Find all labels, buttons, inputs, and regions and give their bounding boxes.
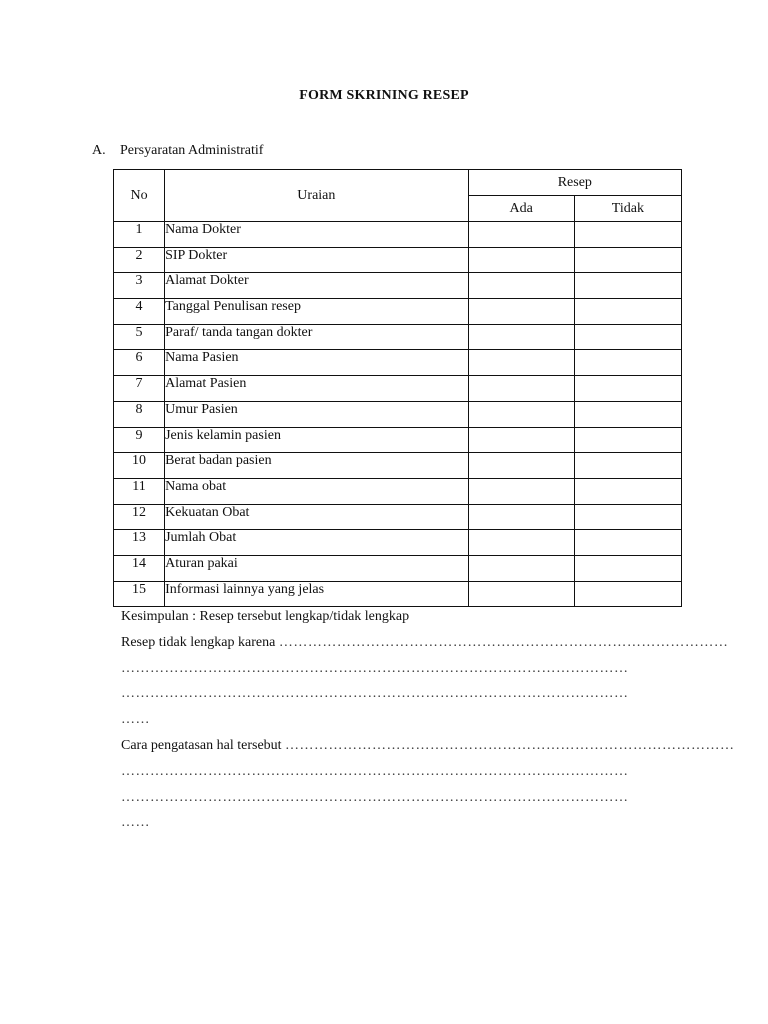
row-number: 15 [114, 581, 165, 607]
tidak-checkbox-cell[interactable] [574, 247, 681, 273]
pengatasan-dots-line-3: …………………………………………………………………………………………… [121, 789, 629, 805]
tidak-checkbox-cell[interactable] [574, 478, 681, 504]
tidak-checkbox-cell[interactable] [574, 401, 681, 427]
tidak-lengkap-dots-line-4: …… [121, 712, 150, 728]
table-body [114, 222, 682, 607]
row-number: 9 [114, 427, 165, 453]
table-row [114, 504, 682, 530]
table-row [114, 453, 682, 479]
row-number: 5 [114, 324, 165, 350]
ada-checkbox-cell[interactable] [468, 222, 574, 248]
row-number: 2 [114, 247, 165, 273]
row-uraian: Nama obat [165, 478, 469, 504]
row-number: 10 [114, 453, 165, 479]
tidak-checkbox-cell[interactable] [574, 581, 681, 607]
tidak-checkbox-cell[interactable] [574, 376, 681, 402]
row-uraian: Umur Pasien [165, 401, 469, 427]
row-number: 7 [114, 376, 165, 402]
tidak-checkbox-cell[interactable] [574, 299, 681, 325]
row-number: 8 [114, 401, 165, 427]
header-no: No [114, 170, 165, 222]
table-row [114, 273, 682, 299]
row-uraian: Berat badan pasien [165, 453, 469, 479]
row-number: 12 [114, 504, 165, 530]
table-row [114, 530, 682, 556]
row-number: 14 [114, 555, 165, 581]
row-uraian: Alamat Dokter [165, 273, 469, 299]
ada-checkbox-cell[interactable] [468, 504, 574, 530]
ada-checkbox-cell[interactable] [468, 581, 574, 607]
table-row [114, 247, 682, 273]
table-row [114, 401, 682, 427]
tidak-checkbox-cell[interactable] [574, 504, 681, 530]
tidak-checkbox-cell[interactable] [574, 350, 681, 376]
tidak-lengkap-dots: ………………………………………………………………………………… [278, 634, 729, 650]
ada-checkbox-cell[interactable] [468, 247, 574, 273]
ada-checkbox-cell[interactable] [468, 299, 574, 325]
pengatasan-dots-line-2: …………………………………………………………………………………………… [121, 763, 629, 779]
header-tidak: Tidak [574, 196, 681, 222]
tidak-checkbox-cell[interactable] [574, 530, 681, 556]
row-number: 4 [114, 299, 165, 325]
ada-checkbox-cell[interactable] [468, 530, 574, 556]
tidak-checkbox-cell[interactable] [574, 453, 681, 479]
table-row [114, 324, 682, 350]
header-ada: Ada [468, 196, 574, 222]
table-row [114, 581, 682, 607]
screening-table [113, 169, 682, 607]
section-letter: A. [92, 143, 106, 158]
row-uraian: Informasi lainnya yang jelas [165, 581, 469, 607]
table-row [114, 222, 682, 248]
header-uraian: Uraian [165, 170, 469, 222]
pengatasan-dots-line-4: …… [121, 815, 150, 831]
row-uraian: Nama Dokter [165, 222, 469, 248]
row-number: 1 [114, 222, 165, 248]
table-row [114, 376, 682, 402]
ada-checkbox-cell[interactable] [468, 324, 574, 350]
tidak-checkbox-cell[interactable] [574, 427, 681, 453]
row-uraian: Jumlah Obat [165, 530, 469, 556]
ada-checkbox-cell[interactable] [468, 453, 574, 479]
row-number: 11 [114, 478, 165, 504]
row-uraian: Alamat Pasien [165, 376, 469, 402]
notes-section [121, 604, 735, 836]
row-uraian: Tanggal Penulisan resep [165, 299, 469, 325]
ada-checkbox-cell[interactable] [468, 427, 574, 453]
tidak-lengkap-line [121, 630, 729, 656]
ada-checkbox-cell[interactable] [468, 401, 574, 427]
row-uraian: Paraf/ tanda tangan dokter [165, 324, 469, 350]
table-row [114, 350, 682, 376]
section-heading [92, 143, 263, 159]
ada-checkbox-cell[interactable] [468, 350, 574, 376]
row-uraian: SIP Dokter [165, 247, 469, 273]
form-title: FORM SKRINING RESEP [299, 88, 469, 103]
tidak-checkbox-cell[interactable] [574, 555, 681, 581]
tidak-lengkap-label: Resep tidak lengkap karena [121, 634, 276, 650]
ada-checkbox-cell[interactable] [468, 478, 574, 504]
ada-checkbox-cell[interactable] [468, 273, 574, 299]
row-number: 6 [114, 350, 165, 376]
table-row [114, 478, 682, 504]
row-number: 3 [114, 273, 165, 299]
table-row [114, 555, 682, 581]
tidak-checkbox-cell[interactable] [574, 222, 681, 248]
row-uraian: Aturan pakai [165, 555, 469, 581]
tidak-checkbox-cell[interactable] [574, 324, 681, 350]
row-number: 13 [114, 530, 165, 556]
ada-checkbox-cell[interactable] [468, 555, 574, 581]
row-uraian: Kekuatan Obat [165, 504, 469, 530]
tidak-checkbox-cell[interactable] [574, 273, 681, 299]
row-uraian: Jenis kelamin pasien [165, 427, 469, 453]
section-title: Persyaratan Administratif [120, 143, 264, 158]
pengatasan-line [121, 733, 735, 759]
pengatasan-label: Cara pengatasan hal tersebut [121, 737, 282, 753]
kesimpulan-line: Kesimpulan : Resep tersebut lengkap/tidak lengkap [121, 609, 410, 624]
table-row [114, 299, 682, 325]
ada-checkbox-cell[interactable] [468, 376, 574, 402]
table-row [114, 427, 682, 453]
row-uraian: Nama Pasien [165, 350, 469, 376]
tidak-lengkap-dots-line-2: …………………………………………………………………………………………… [121, 660, 629, 676]
pengatasan-dots: ………………………………………………………………………………… [285, 737, 735, 753]
tidak-lengkap-dots-line-3: …………………………………………………………………………………………… [121, 686, 629, 702]
header-resep: Resep [468, 170, 681, 196]
